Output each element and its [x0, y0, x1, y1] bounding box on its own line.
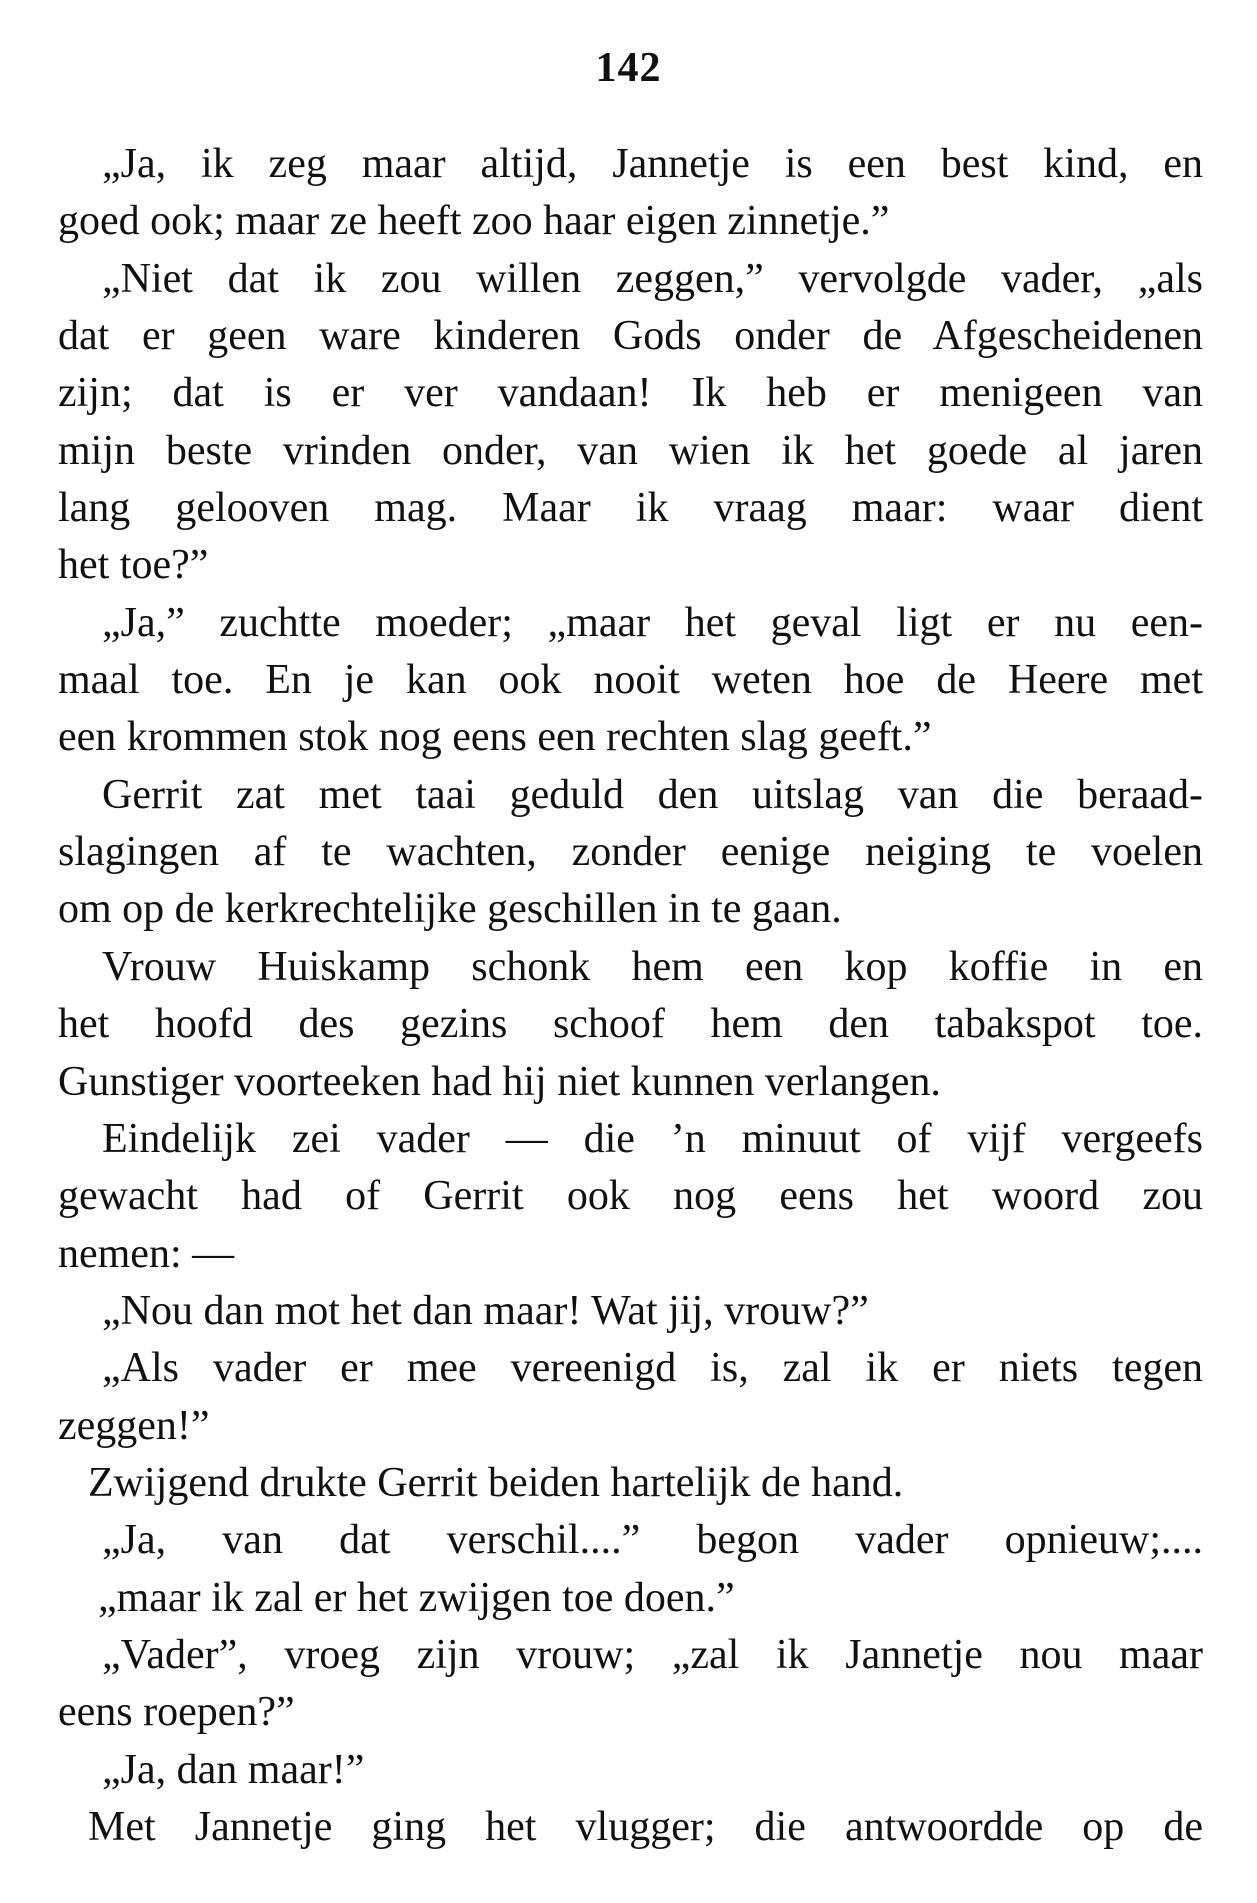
text-line: zeggen!” — [58, 1402, 210, 1449]
text-line: Eindelijk zei vader — die ’n minuut of vijf vergeefs — [102, 1115, 1203, 1162]
text-line: „Ja, ik zeg maar altijd, Jannetje is een best kind, en — [102, 141, 1203, 187]
text-line: goed ook; maar ze heeft zoo haar eigen zinnetje.” — [58, 198, 890, 245]
page-number: 142 — [595, 45, 662, 91]
text-line: om op de kerkrechtelijke geschillen in te gaan. — [58, 886, 842, 933]
text-line: het toe?” — [58, 542, 209, 589]
text-line: mijn beste vrinden onder, van wien ik het goede al jaren — [58, 427, 1203, 474]
text-line: Vrouw Huiskamp schonk hem een kop koffie in en — [102, 943, 1203, 990]
text-line: „Ja, van dat verschil....” begon vader opnieuw;.... — [102, 1517, 1203, 1564]
text-line: Gunstiger voorteeken had hij niet kunnen verlangen. — [58, 1058, 941, 1105]
text-line: Zwijgend drukte Gerrit beiden hartelijk de hand. — [88, 1459, 904, 1506]
text-line: Gerrit zat met taai geduld den uitslag van die beraad- — [102, 771, 1203, 818]
text-line: gewacht had of Gerrit ook nog eens het woord zou — [58, 1173, 1203, 1220]
text-line: „Niet dat ik zou willen zeggen,” vervolgde vader, „als — [102, 255, 1203, 302]
text-line: slagingen af te wachten, zonder eenige neiging te voelen — [58, 829, 1203, 876]
text-line: nemen: — — [58, 1230, 235, 1277]
text-line: lang gelooven mag. Maar ik vraag maar: waar dient — [58, 485, 1203, 532]
text-line: „maar ik zal er het zwijgen toe doen.” — [98, 1574, 735, 1621]
text-line: eens roepen?” — [58, 1689, 295, 1736]
text-line: „Ja, dan maar!” — [102, 1746, 365, 1793]
text-line: dat er geen ware kinderen Gods onder de Afgescheidenen — [58, 313, 1203, 360]
text-line: een krommen stok nog eens een rechten slag geeft.” — [58, 714, 932, 761]
text-line: maal toe. En je kan ook nooit weten hoe de Heere met — [58, 657, 1203, 704]
text-line: het hoofd des gezins schoof hem den tabakspot toe. — [58, 1001, 1203, 1048]
text-line: „Als vader er mee vereenigd is, zal ik er niets tegen — [102, 1345, 1203, 1392]
text-line: Met Jannetje ging het vlugger; die antwoordde op de — [88, 1803, 1203, 1850]
text-line: „Ja,” zuchtte moeder; „maar het geval ligt er nu een- — [102, 599, 1203, 646]
text-line: „Nou dan mot het dan maar! Wat jij, vrouw?” — [102, 1287, 869, 1334]
page-text — [58, 136, 1203, 1856]
text-line: „Vader”, vroeg zijn vrouw; „zal ik Jannetje nou maar — [102, 1631, 1203, 1678]
text-line: zijn; dat is er ver vandaan! Ik heb er menigeen van — [58, 370, 1203, 417]
